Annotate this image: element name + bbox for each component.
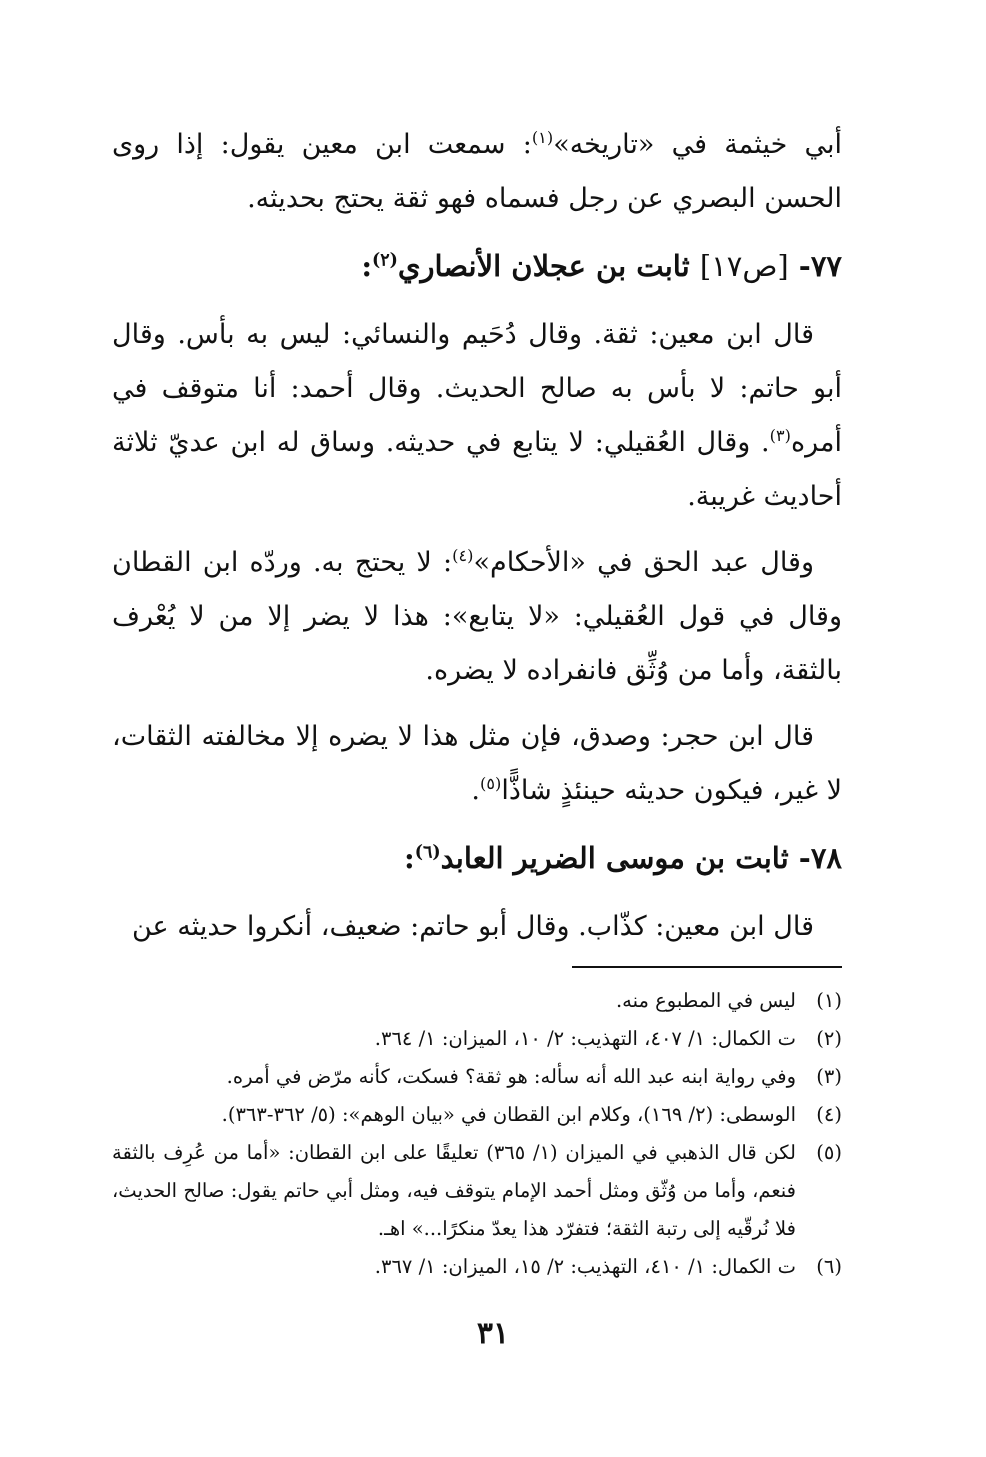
paragraph-text: أبي خيثمة في «تاريخه» (553, 129, 842, 160)
heading-colon: : (361, 249, 373, 283)
footnote-number: (٦) (816, 1255, 842, 1278)
footnote-ref-4[interactable]: (٤) (452, 546, 474, 565)
entry-name: ثابت بن عجلان الأنصاري (397, 249, 690, 283)
paragraph-5 (112, 900, 842, 954)
entry-heading-77 (112, 238, 842, 294)
paragraph-text: . (471, 775, 481, 806)
footnote-4 (112, 1096, 842, 1134)
paragraph-3 (112, 536, 842, 698)
footnote-number: (٤) (816, 1103, 842, 1126)
footnote-text: وفي رواية ابنه عبد الله أنه سأله: هو ثقة؟ فسكت، كأنه مرّض في أمره. (226, 1065, 796, 1088)
footnote-number: (١) (816, 989, 842, 1012)
footnote-number: (٥) (816, 1141, 842, 1164)
footnote-text: ت الكمال: ١/ ٤١٠، التهذيب: ٢/ ١٥، الميزان: ١/ ٣٦٧. (374, 1255, 796, 1278)
paragraph-4 (112, 710, 842, 818)
paragraph-text: : لا يحتج به. وردّه ابن القطان وقال في قول العُقيلي: «لا يتابع»: هذا لا يضر إلا من لا يُعْرف بالثقة، وأما من وُثِّق فانفراده لا يضره. (112, 547, 842, 686)
footnote-number: (٣) (816, 1065, 842, 1088)
footnote-2 (112, 1020, 842, 1058)
paragraph-text: قال ابن حجر: وصدق، فإن مثل هذا لا يضره إلا مخالفته الثقات، لا غير، فيكون حديثه حينئذٍ شاذًّا (112, 721, 842, 806)
entry-number: ٧٧- (798, 249, 842, 283)
heading-colon: : (404, 841, 415, 875)
footnote-ref-3[interactable]: (٣) (769, 426, 791, 445)
paragraph-text: قال ابن معين: كذّاب. وقال أبو حاتم: ضعيف، أنكروا حديثه عن (131, 911, 814, 942)
footnote-5 (112, 1134, 842, 1248)
paragraph-text: وقال عبد الحق في «الأحكام» (473, 547, 814, 578)
page-content (112, 118, 842, 1286)
paragraph-text: قال ابن معين: ثقة. وقال دُحَيم والنسائي: ليس به بأس. وقال أبو حاتم: لا بأس به صالح الحديث. وقال أحمد: أنا متوقف في أمره (112, 319, 842, 458)
footnote-text: ت الكمال: ١/ ٤٠٧، التهذيب: ٢/ ١٠، الميزان: ١/ ٣٦٤. (374, 1027, 796, 1050)
paragraph-1 (112, 118, 842, 226)
footnote-ref-5[interactable]: (٥) (480, 774, 502, 793)
entry-number: ٧٨- (798, 841, 842, 875)
footnote-text: ليس في المطبوع منه. (615, 989, 796, 1012)
footnote-6 (112, 1248, 842, 1286)
page-reference: [ص١٧] (699, 249, 789, 283)
footnote-1 (112, 982, 842, 1020)
footnote-text: الوسطى: (٢/ ١٦٩)، وكلام ابن القطان في «بيان الوهم»: (٥/ ٣٦٢-٣٦٣). (221, 1103, 796, 1126)
footnote-ref-6[interactable]: (٦) (414, 842, 441, 863)
entry-name: ثابت بن موسى الضرير العابد (440, 841, 789, 875)
footnote-text: لكن قال الذهبي في الميزان (١/ ٣٦٥) تعليقًا على ابن القطان: «أما من عُرِف بالثقة فنعم، وأما من وُثّق ومثل أحمد الإمام يتوقف فيه، ومثل أبي حاتم يقول: صالح الحديث، فلا نُرقّيه إلى رتبة الثقة؛ فتفرّد هذا يعدّ منكرًا...» اهـ. (112, 1141, 796, 1240)
footnotes (112, 982, 842, 1286)
entry-heading-78 (112, 830, 842, 886)
footnote-3 (112, 1058, 842, 1096)
footnote-divider (572, 966, 842, 968)
paragraph-text: . وقال العُقيلي: لا يتابع في حديثه. وساق له ابن عديّ ثلاثة أحاديث غريبة. (112, 427, 842, 512)
paragraph-2 (112, 308, 842, 524)
footnote-ref-1[interactable]: (١) (531, 128, 554, 147)
page-number: ٣١ (476, 1316, 510, 1351)
footnote-number: (٢) (816, 1027, 842, 1050)
paragraph-text: : سمعت ابن معين يقول: إذا روى الحسن البصري عن رجل فسماه فهو ثقة يحتج بحديثه. (112, 129, 842, 214)
footnote-ref-2[interactable]: (٢) (372, 250, 398, 271)
